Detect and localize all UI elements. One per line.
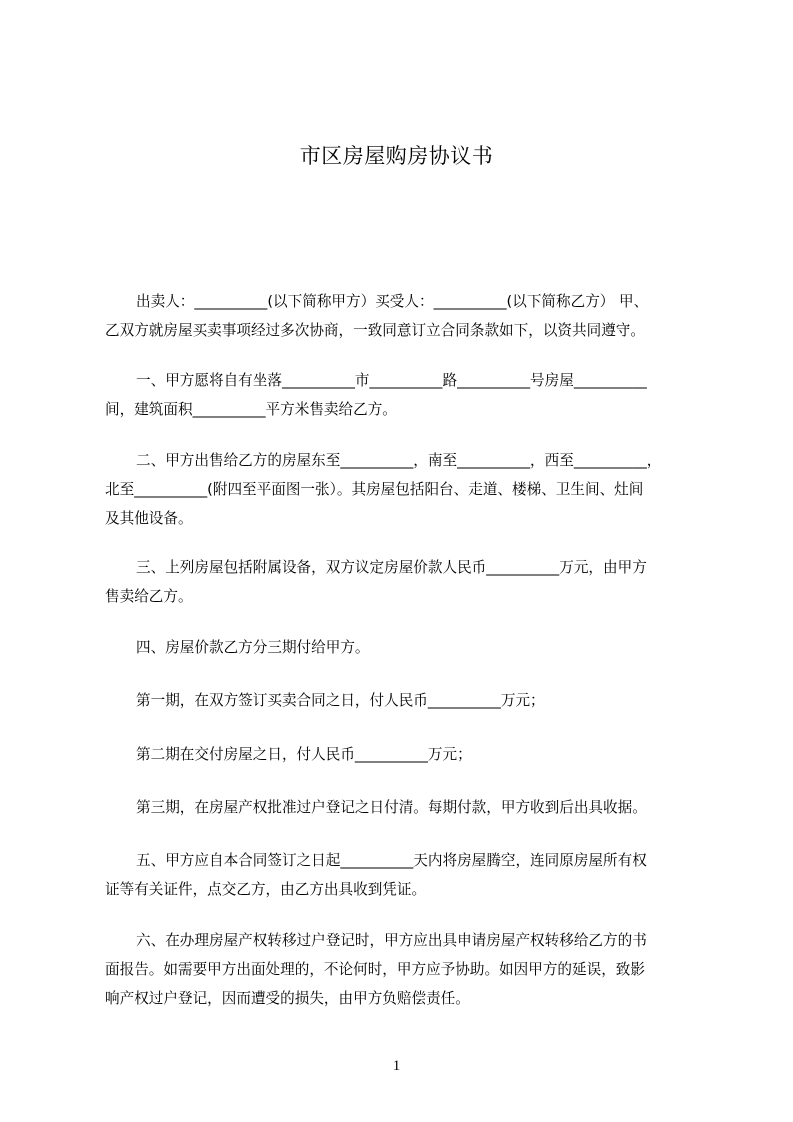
text-line: 四、房屋价款乙方分三期付给甲方。 <box>136 639 370 656</box>
text-line: 面报告。如需要甲方出面处理的，不论何时，甲方应予协助。如因甲方的延误，致影 <box>105 961 645 978</box>
text-line: 出卖人：__________(以下简称甲方）买受人：__________(以下简称乙方） 甲、 <box>136 293 649 310</box>
text-line: 三、上列房屋包括附属设备，双方议定房屋价款人民币__________万元，由甲方 <box>136 559 647 576</box>
text-line: 二、甲方出售给乙方的房屋东至__________，南至__________，西至__________， <box>136 452 662 469</box>
text-line: 第二期在交付房屋之日，付人民币__________万元； <box>136 746 472 763</box>
clause-2-paragraph <box>105 446 701 533</box>
text-line: 售卖给乙方。 <box>105 588 193 605</box>
text-line: 一、甲方愿将自有坐落__________市__________路__________号房屋__________ <box>136 372 647 389</box>
clause-3-paragraph <box>105 553 701 611</box>
clause-4-phase-2-paragraph <box>105 740 701 769</box>
text-line: 五、甲方应自本合同签订之日起__________天内将房屋腾空，连同原房屋所有权 <box>136 852 647 869</box>
text-line: 响产权过户登记，因而遭受的损失，由甲方负赔偿责任。 <box>105 990 470 1007</box>
text-line: 证等有关证件，点交乙方，由乙方出具收到凭证。 <box>105 881 427 898</box>
clause-4-phase-3-paragraph <box>105 793 701 822</box>
intro-paragraph <box>105 287 701 345</box>
clause-4-phase-1-paragraph <box>105 686 701 715</box>
text-line: 第一期，在双方签订买卖合同之日，付人民币__________万元； <box>136 692 545 709</box>
clause-6-paragraph <box>105 926 701 1013</box>
text-line: 间，建筑面积__________平方米售卖给乙方。 <box>105 401 397 418</box>
page-number: 1 <box>392 1058 401 1074</box>
clause-1-paragraph <box>105 366 701 424</box>
text-line: 及其他设备。 <box>105 510 193 527</box>
text-line: 北至__________(附四至平面图一张）。其房屋包括阳台、走道、楼梯、卫生间、灶间 <box>105 481 644 498</box>
clause-5-paragraph <box>105 846 701 904</box>
document-title: 市区房屋购房协议书 <box>299 144 494 168</box>
text-line: 乙双方就房屋买卖事项经过多次协商，一致同意订立合同条款如下，以资共同遵守。 <box>105 322 645 339</box>
text-line: 六、在办理房屋产权转移过户登记时，甲方应出具申请房屋产权转移给乙方的书 <box>136 932 647 949</box>
clause-4-paragraph <box>105 633 701 662</box>
text-line: 第三期，在房屋产权批准过户登记之日付清。每期付款，甲方收到后出具收据。 <box>136 799 647 816</box>
